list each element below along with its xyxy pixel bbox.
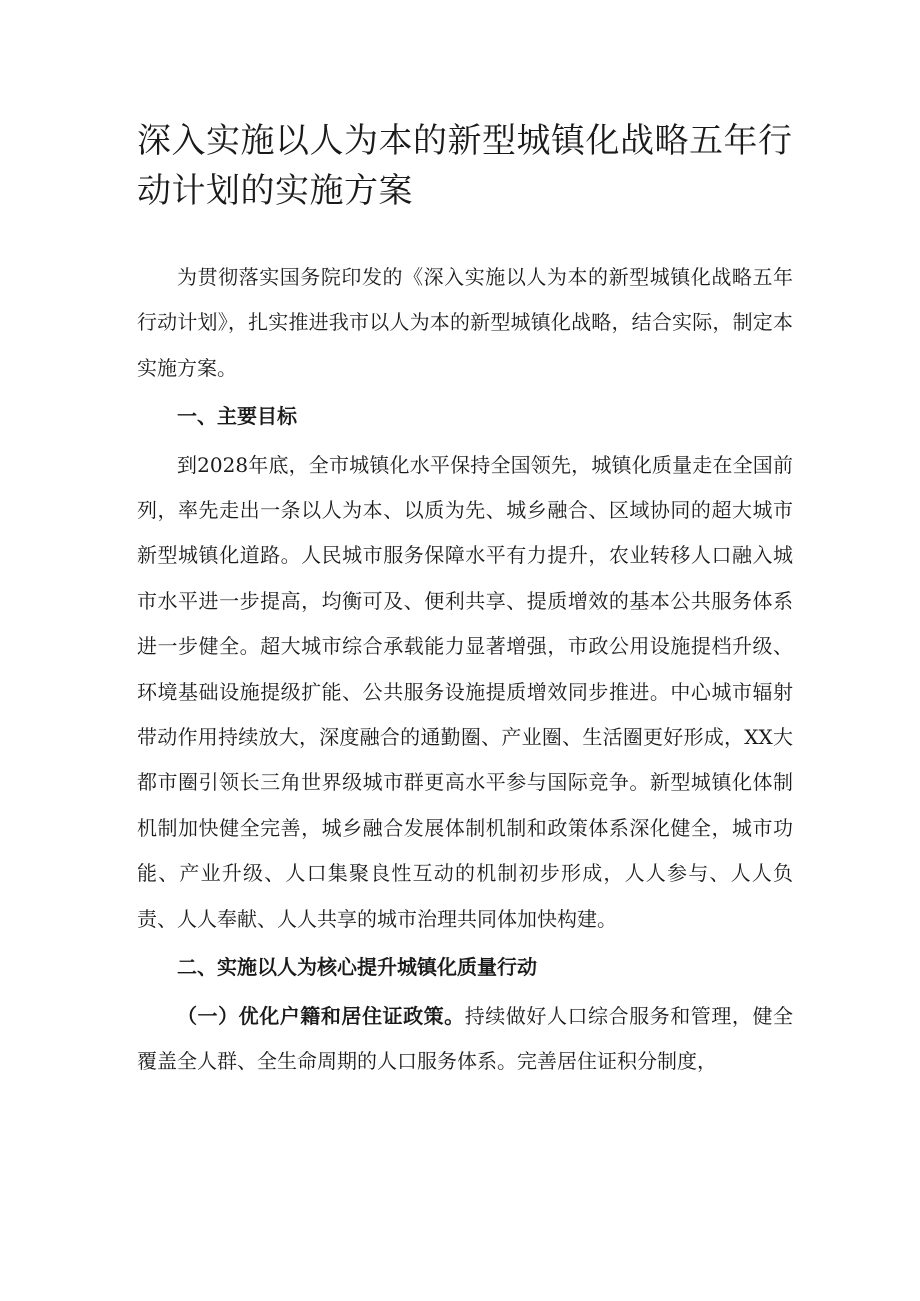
section-heading-goals: 一、主要目标 [177, 404, 297, 429]
document-title: 深入实施以人为本的新型城镇化战略五年行动计划的实施方案 [137, 121, 793, 211]
action-item-body: 持续做好人口综合服务和管理，健全覆盖全人群、全生命周期的人口服务体系。完善居住证积分制度， [137, 1003, 794, 1073]
section-heading-actions: 二、实施以人为核心提升城镇化质量行动 [177, 955, 537, 980]
intro-paragraph: 为贯彻落实国务院印发的《深入实施以人为本的新型城镇化战略五年行动计划》，扎实推进我市以人为本的新型城镇化战略，结合实际，制定本实施方案。 [137, 265, 793, 380]
action-item-lead: （一）优化户籍和居住证政策。 [177, 1003, 465, 1028]
document-body [137, 255, 793, 1084]
goals-paragraph: 到2028年底，全市城镇化水平保持全国领先，城镇化质量走在全国前列，率先走出一条以人为本、以质为先、城乡融合、区域协同的超大城市新型城镇化道路。人民城市服务保障水平有力提升，农业转移人口融入城市水平进一步提高，均衡可及、便利共享、提质增效的基本公共服务体系进一步健全。超大城市综合承载能力显著增强，市政公用设施提档升级、环境基础设施提级扩能、公共服务设施提质增效同步推进。中心城市辐射带动作用持续放大，深度融合的通勤圈、产业圈、生活圈更好形成，XX大都市圈引领长三角世界级城市群更高水平参与国际竞争。新型城镇化体制机制加快健全完善，城乡融合发展体制机制和政策体系深化健全，城市功能、产业升级、人口集聚良性互动的机制初步形成，人人参与、人人负责、人人奉献、人人共享的城市治理共同体加快构建。 [137, 452, 793, 931]
action-item-paragraph [137, 994, 793, 1085]
